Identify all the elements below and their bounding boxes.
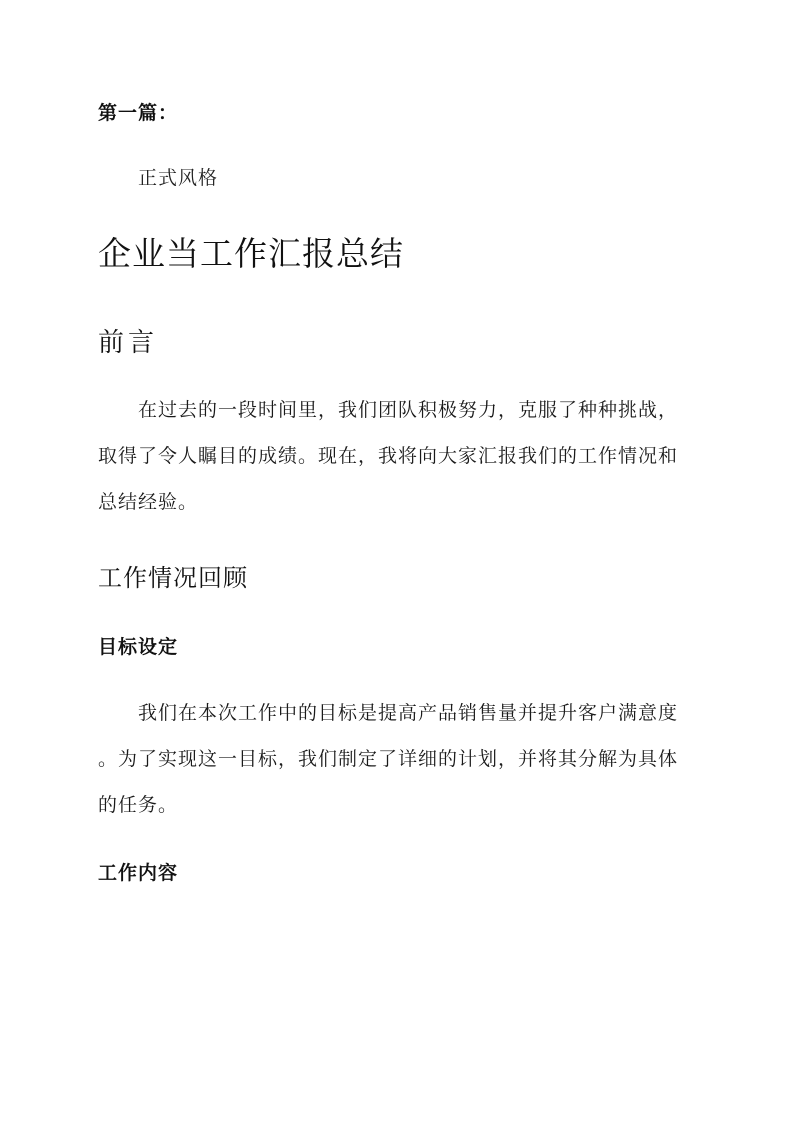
subsection-heading-goal: 目标设定 [98,636,179,658]
section-heading-review: 工作情况回顾 [98,564,248,592]
paragraph-line: 总结经验。 [98,491,199,513]
paragraph-line: 。为了实现这一目标，我们制定了详细的计划，并将其分解为具体 [98,748,679,770]
paragraph-goal [98,690,710,828]
paragraph-line: 我们在本次工作中的目标是提高产品销售量并提升客户满意度 [138,702,679,724]
paragraph-line: 取得了令人瞩目的成绩。现在，我将向大家汇报我们的工作情况和 [98,445,679,467]
document-title: 企业当工作汇报总结 [98,234,404,273]
subsection-heading-content: 工作内容 [98,862,179,884]
paragraph-preface [98,387,710,525]
part-label: 第一篇： [98,102,179,124]
paragraph-line: 在过去的一段时间里，我们团队积极努力，克服了种种挑战， [138,399,679,421]
style-note: 正式风格 [138,167,219,189]
paragraph-line: 的任务。 [98,794,179,816]
section-heading-preface: 前言 [98,328,159,358]
